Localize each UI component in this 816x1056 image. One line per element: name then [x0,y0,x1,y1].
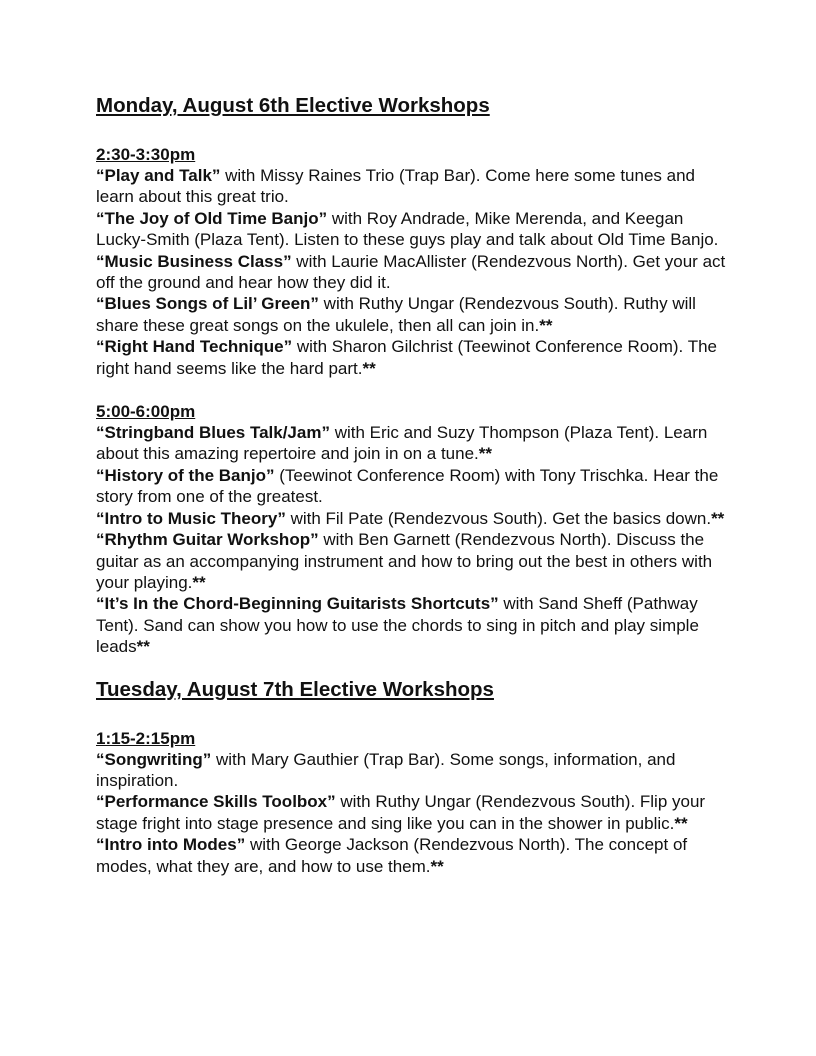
workshop-description: (Teewinot Conference Room) with Tony Trischka. Hear the story from one of the greatest. [96,465,719,507]
workshop-marker: ** [192,572,206,592]
workshop-item [96,529,736,593]
time-slot [96,728,736,877]
time-slot [96,144,736,379]
workshop-title: “Right Hand Technique” [96,337,293,357]
workshop-item [96,593,736,657]
slot-time: 5:00-6:00pm [96,402,196,422]
workshop-title: “Intro into Modes” [96,835,246,855]
workshop-title: “Music Business Class” [96,251,292,271]
slot-time: 2:30-3:30pm [96,145,196,164]
workshop-marker: ** [711,508,725,528]
workshop-title: “Rhythm Guitar Workshop” [96,530,319,550]
day-section-tuesday [96,676,736,877]
workshop-title: “Blues Songs of Lil’ Green” [96,294,319,314]
workshop-title: “Play and Talk” [96,166,221,185]
workshop-marker: ** [136,637,150,657]
workshop-title: “History of the Banjo” [96,465,275,485]
workshop-title: “It’s In the Chord-Beginning Guitarists Shortcuts” [96,594,499,614]
day-heading: Tuesday, August 7th Elective Workshops [96,677,494,701]
workshop-description: with Ben Garnett (Rendezvous North). Discuss the guitar as an accompanying instrument and how to bring out the best in others with your playing. [96,530,713,592]
workshop-description: with Eric and Suzy Thompson (Plaza Tent). Learn about this amazing repertoire and join in on a tune. [96,423,708,464]
day-heading: Monday, August 6th Elective Workshops [96,94,490,117]
workshop-description: with Sand Sheff (Pathway Tent). Sand can show you how to use the chords to sing in pitch and play simple leads [96,594,699,657]
workshop-item [96,208,736,251]
workshop-item [96,336,736,379]
workshop-title: “Intro to Music Theory” [96,508,286,528]
workshop-title: “Songwriting” [96,749,212,769]
workshop-description: with Roy Andrade, Mike Merenda, and Keegan Lucky-Smith (Plaza Tent). Listen to these guys play and talk about Old Time Banjo. [96,208,719,250]
workshop-item [96,165,736,208]
workshop-title: “The Joy of Old Time Banjo” [96,208,328,228]
workshop-marker: ** [539,315,553,335]
workshop-item [96,834,736,877]
workshop-description: with Sharon Gilchrist (Teewinot Conference Room). The right hand seems like the hard part. [96,337,717,378]
workshop-marker: ** [430,856,444,876]
workshop-marker: ** [362,358,376,378]
day-section-monday [96,92,736,658]
workshop-item [96,749,736,792]
workshop-description: with Laurie MacAllister (Rendezvous North). Get your act off the ground and hear how they did it. [96,251,726,293]
workshop-item [96,465,736,508]
workshop-item [96,293,736,336]
workshop-title: “Stringband Blues Talk/Jam” [96,423,330,443]
workshop-marker: ** [674,813,688,833]
workshop-marker: ** [478,444,492,464]
workshop-description: with Mary Gauthier (Trap Bar). Some songs, information, and inspiration. [96,749,676,790]
workshop-description: with Ruthy Ungar (Rendezvous South). Flip your stage fright into stage presence and sing like you can in the shower in public. [96,792,706,833]
time-slot [96,401,736,657]
workshop-title: “Performance Skills Toolbox” [96,792,336,812]
workshop-item [96,251,736,294]
workshop-description: with Missy Raines Trio (Trap Bar). Come here some tunes and learn about this great trio. [96,166,696,207]
workshop-item [96,508,736,529]
document-page [96,92,736,877]
workshop-item [96,791,736,834]
workshop-item [96,422,736,465]
workshop-description: with Fil Pate (Rendezvous South). Get the basics down. [285,508,712,528]
slot-time: 1:15-2:15pm [96,728,196,748]
workshop-description: with Ruthy Ungar (Rendezvous South). Ruthy will share these great songs on the ukulele, then all can join in. [96,294,696,335]
workshop-description: with George Jackson (Rendezvous North). The concept of modes, what they are, and how to use them. [96,835,688,876]
